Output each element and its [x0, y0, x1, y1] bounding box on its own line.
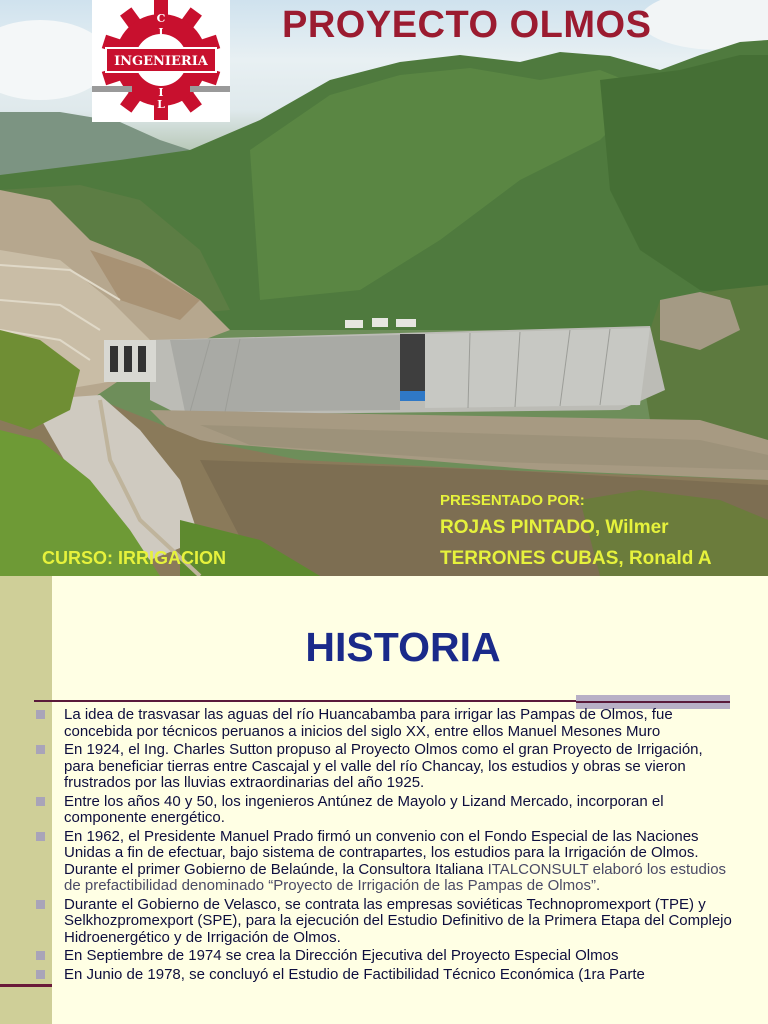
bullet-text: En Junio de 1978, se concluyó el Estudio de Factibilidad Técnico Económica (1ra Parte [64, 965, 645, 983]
bullet-square-icon [36, 832, 45, 841]
bullet-square-icon [36, 900, 45, 909]
logo-arc-letter: I [158, 26, 164, 39]
bullet-square-icon [36, 797, 45, 806]
list-item [34, 707, 734, 740]
slide-title-text: PROYECTO OLMOS [282, 4, 652, 46]
bullet-square-icon [36, 951, 45, 960]
bullet-text-continued: ITALCONSULT elaboró los estudios de prefactibilidad denominado “Proyecto de Irrigación de las Pampas de Olmos”. [64, 860, 727, 894]
bullet-text: En 1962, el Presidente Manuel Prado firmó un convenio con el Fondo Especial de las Naciones Unidas a fin de efectuar, bajo sistema de contrapartes, los estudios para la Irrigación de Olmos. Durante el primer Gobierno de Belaúnde, la Consultora Italiana [64, 827, 699, 878]
bullet-square-icon [36, 745, 45, 754]
author-1: ROJAS PINTADO, Wilmer [440, 517, 669, 538]
list-item [34, 967, 734, 984]
gear-logo-icon [92, 0, 230, 122]
list-item [34, 829, 734, 895]
logo-arc-letter: L [157, 98, 165, 111]
author-2: TERRONES CUBAS, Ronald A [440, 548, 712, 569]
bullet-text: La idea de trasvasar las aguas del río Huancabamba para irrigar las Pampas de Olmos, fue concebida por técnicos peruanos a inicios del siglo XX, entre ellos Manuel Mesones Muro [64, 706, 673, 740]
bullet-text: En 1924, el Ing. Charles Sutton propuso al Proyecto Olmos como el gran Proyecto de Irrigación, para beneficiar tierras entre Cascajal y el valle del río Chancay, los estudios y obras se vieron frustrados por las lluvias extraordinarias del año 1925. [64, 741, 703, 791]
bullet-text: En Septiembre de 1974 se crea la Dirección Ejecutiva del Proyecto Especial Olmos [64, 947, 619, 964]
presented-by-label: PRESENTADO POR: [440, 492, 585, 509]
list-item [34, 742, 734, 792]
history-bullet-list [34, 707, 734, 985]
bullet-square-icon [36, 970, 45, 979]
list-item [34, 794, 734, 827]
course-label: CURSO: IRRIGACION [42, 548, 226, 568]
slide-historia [0, 576, 768, 1024]
list-item [34, 897, 734, 947]
logo [92, 0, 230, 122]
bullet-text: Entre los años 40 y 50, los ingenieros Antúnez de Mayolo y Lizand Mercado, incorporan el componente energético. [64, 792, 664, 826]
logo-band-text: INGENIERIA [114, 54, 208, 69]
logo-arc-letter: C [156, 12, 166, 25]
logo-arc-letter: I [158, 86, 164, 99]
logo-arc-letter: V [156, 74, 166, 87]
list-item [34, 948, 734, 965]
bullet-square-icon [36, 710, 45, 719]
bullet-text: Durante el Gobierno de Velasco, se contrata las empresas soviéticas Technopromexport (TPE) y Selkhozpromexport (SPE), para la ejecución del Estudio Definitivo de la Primera Etapa del Complejo Hidroenergético y de Irrigación de Olmos. [64, 895, 732, 946]
historia-title: HISTORIA [305, 624, 501, 670]
